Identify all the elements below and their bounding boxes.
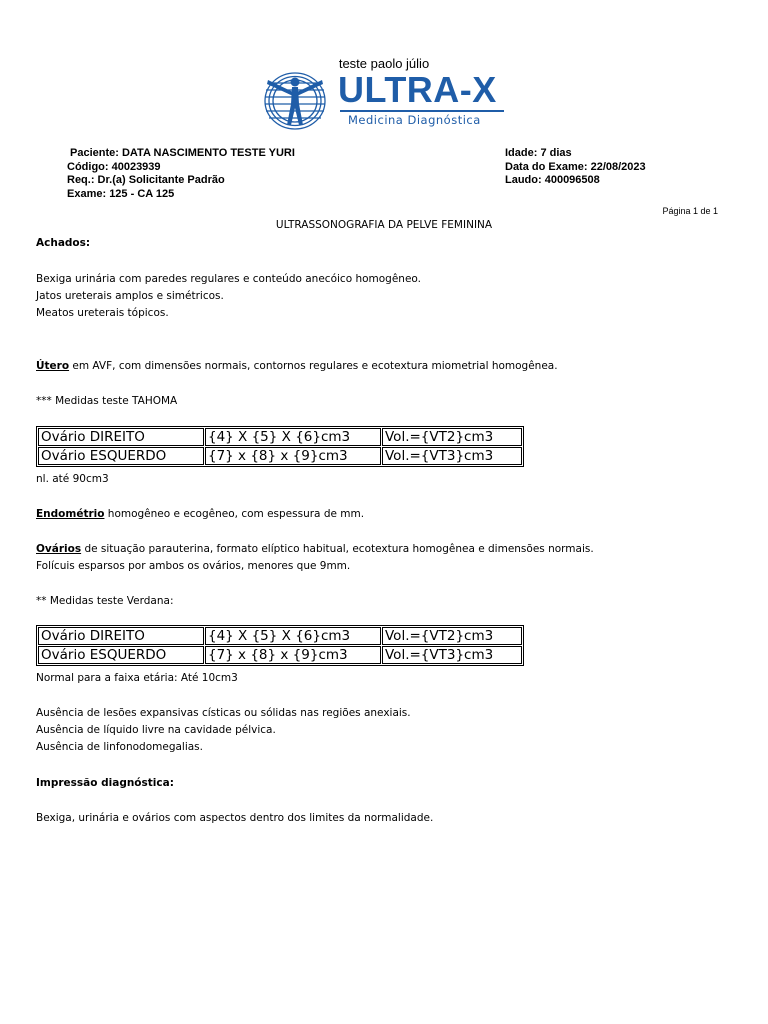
report-title: ULTRASSONOGRAFIA DA PELVE FEMININA: [275, 219, 493, 231]
table-cell: {4} X {5} X {6}cm3: [205, 428, 381, 446]
table-row: [38, 447, 522, 465]
table-cell: Ovário DIREITO: [38, 428, 204, 446]
table-cell: Ovário ESQUERDO: [38, 447, 204, 465]
requesting-doctor: Req.: Dr.(a) Solicitante Padrão: [67, 174, 225, 186]
table-cell: Vol.={VT2}cm3: [382, 428, 522, 446]
measurement-table-tahoma: [36, 426, 524, 467]
logo-subtitle: Medicina Diagnóstica: [348, 113, 481, 127]
endometrium-text: homogêneo e ecogêneo, com espessura de mm.: [104, 508, 365, 520]
exam-date: Data do Exame: 22/08/2023: [505, 161, 646, 173]
logo-wordmark: ULTRA-X: [338, 69, 497, 110]
normal-note-age: Normal para a faixa etária: Até 10cm3: [36, 672, 238, 684]
vitruvian-globe-icon: [262, 70, 328, 132]
ovaries-label: Ovários: [36, 543, 82, 555]
clinic-logo: [262, 70, 508, 132]
table-cell: {4} X {5} X {6}cm3: [205, 627, 381, 645]
measurement-table-verdana: [36, 625, 524, 666]
report-top-title: teste paolo júlio: [338, 56, 430, 71]
normal-note-adult: nl. até 90cm3: [36, 473, 109, 485]
absence-line-2: Ausência de líquido livre na cavidade pélvica.: [36, 724, 276, 736]
uterus-paragraph: [36, 358, 558, 375]
tahoma-note: *** Medidas teste TAHOMA: [36, 395, 178, 407]
table-cell: Ovário DIREITO: [38, 627, 204, 645]
logo-divider: [340, 110, 504, 112]
ovaries-text: de situação parauterina, formato elíptico habitual, ecotextura homogênea e dimensões normais.: [81, 543, 594, 555]
table-cell: Ovário ESQUERDO: [38, 646, 204, 664]
table-cell: Vol.={VT2}cm3: [382, 627, 522, 645]
uterus-label: Útero: [36, 360, 70, 372]
exam-code: Exame: 125 - CA 125: [67, 188, 175, 200]
impression-text: Bexiga, urinária e ovários com aspectos dentro dos limites da normalidade.: [36, 812, 434, 824]
absence-line-3: Ausência de linfonodomegalias.: [36, 741, 203, 753]
impression-heading: Impressão diagnóstica:: [36, 777, 174, 789]
endometrium-paragraph: [36, 506, 364, 523]
verdana-note: ** Medidas teste Verdana:: [36, 595, 174, 607]
table-row: [38, 428, 522, 446]
table-cell: {7} x {8} x {9}cm3: [205, 646, 381, 664]
report-number: Laudo: 400096508: [505, 174, 600, 186]
ovaries-paragraph: [36, 541, 594, 558]
follicles-line: Folícuis esparsos por ambos os ovários, menores que 9mm.: [36, 560, 351, 572]
bladder-line-2: Jatos ureterais amplos e simétricos.: [36, 290, 224, 302]
table-cell: Vol.={VT3}cm3: [382, 447, 522, 465]
patient-name: Paciente: DATA NASCIMENTO TESTE YURI: [70, 147, 295, 159]
endometrium-label: Endométrio: [36, 508, 105, 520]
table-row: [38, 646, 522, 664]
findings-heading: Achados:: [36, 237, 91, 249]
table-cell: {7} x {8} x {9}cm3: [205, 447, 381, 465]
bladder-line-1: Bexiga urinária com paredes regulares e conteúdo anecóico homogêneo.: [36, 273, 421, 285]
table-row: [38, 627, 522, 645]
bladder-line-3: Meatos ureterais tópicos.: [36, 307, 169, 319]
patient-code: Código: 40023939: [67, 161, 161, 173]
uterus-text: em AVF, com dimensões normais, contornos regulares e ecotextura miometrial homogênea.: [69, 360, 558, 372]
page-number: Página 1 de 1: [662, 206, 718, 216]
patient-age: Idade: 7 dias: [505, 147, 572, 159]
table-cell: Vol.={VT3}cm3: [382, 646, 522, 664]
absence-line-1: Ausência de lesões expansivas císticas ou sólidas nas regiões anexiais.: [36, 707, 411, 719]
